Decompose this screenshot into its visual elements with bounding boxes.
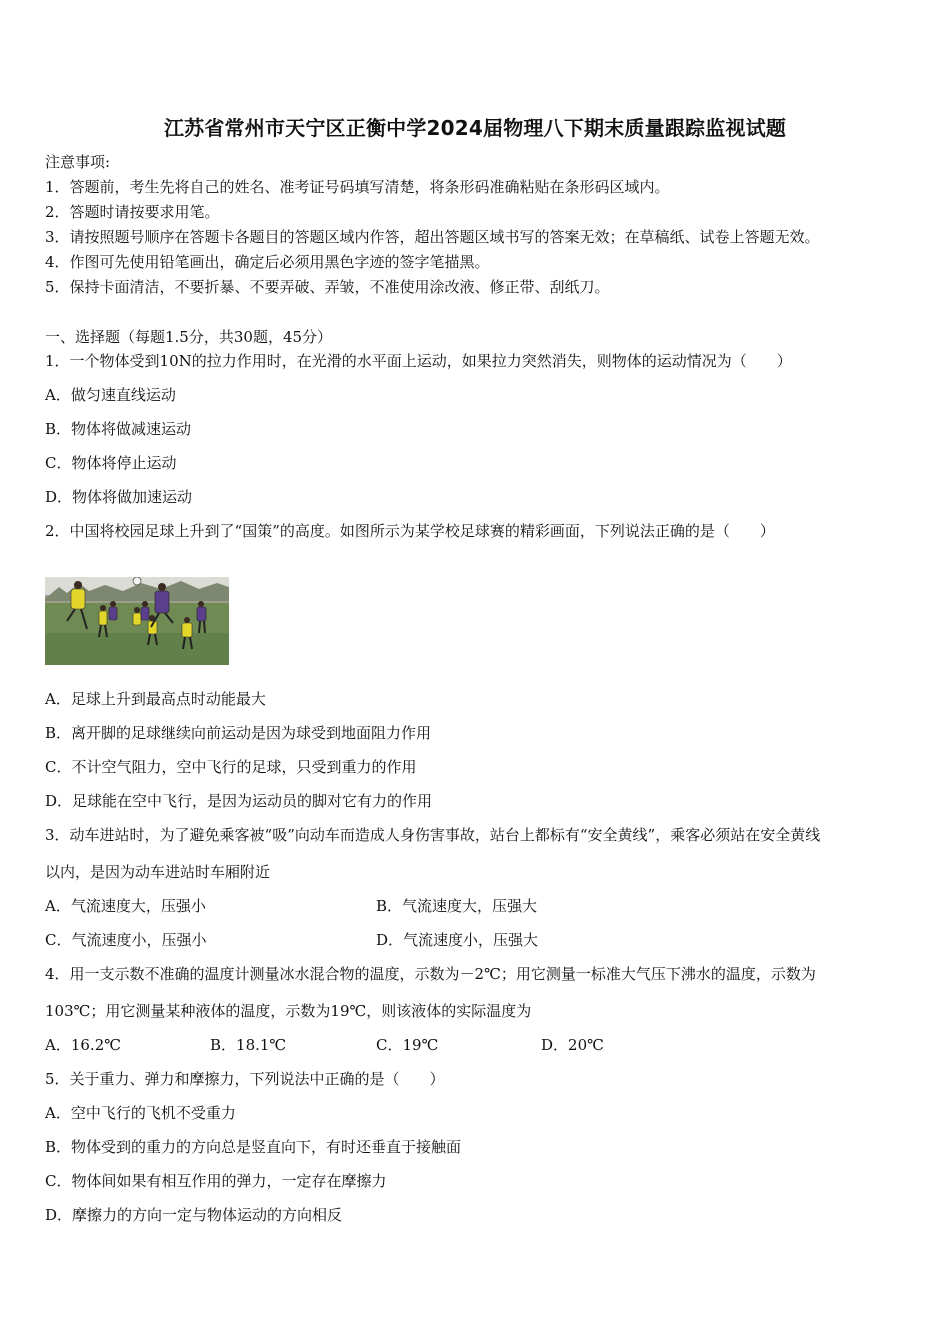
q3-stem-line-2: 以内，是因为动车进站时车厢附近 <box>45 863 271 881</box>
q1-option-b: B．物体将做减速运动 <box>45 420 192 438</box>
q3-option-b: B．气流速度大，压强大 <box>376 897 538 915</box>
q5-option-c: C．物体间如果有相互作用的弹力，一定存在摩擦力 <box>45 1172 387 1190</box>
q1-option-a: A．做匀速直线运动 <box>45 386 176 404</box>
notice-heading: 注意事项: <box>45 153 111 171</box>
q2-option-d: D．足球能在空中飞行，是因为运动员的脚对它有力的作用 <box>45 792 433 810</box>
q4-option-b: B．18.1℃ <box>210 1036 287 1054</box>
q2-option-c: C．不计空气阻力，空中飞行的足球，只受到重力的作用 <box>45 758 417 776</box>
exam-title: 江苏省常州市天宁区正衡中学2024届物理八下期末质量跟踪监视试题 <box>163 116 787 140</box>
q5-option-d: D．摩擦力的方向一定与物体运动的方向相反 <box>45 1206 343 1224</box>
q4-option-a: A．16.2℃ <box>45 1036 122 1054</box>
q1-option-c: C．物体将停止运动 <box>45 454 177 472</box>
q1-option-d: D．物体将做加速运动 <box>45 488 193 506</box>
q4-stem-line-1: 4．用一支示数不准确的温度计测量冰水混合物的温度，示数为－2℃；用它测量一标准大气压下沸水的温度，示数为 <box>45 965 816 983</box>
q2-stem: 2．中国将校园足球上升到了“国策”的高度。如图所示为某学校足球赛的精彩画面，下列说法正确的是（ ） <box>45 522 775 540</box>
q3-option-c: C．气流速度小，压强小 <box>45 931 207 949</box>
notice-item-4: 4．作图可先使用铅笔画出，确定后必须用黑色字迹的签字笔描黑。 <box>45 253 490 271</box>
notice-item-1: 1．答题前，考生先将自己的姓名、准考证号码填写清楚，将条形码准确粘贴在条形码区域内。 <box>45 178 670 196</box>
q1-stem: 1．一个物体受到10N的拉力作用时，在光滑的水平面上运动，如果拉力突然消失，则物体的运动情况为（ ） <box>45 352 792 370</box>
q5-stem: 5．关于重力、弹力和摩擦力，下列说法中正确的是（ ） <box>45 1070 445 1088</box>
q3-option-a: A．气流速度大，压强小 <box>45 897 206 915</box>
section-heading: 一、选择题（每题1.5分，共30题，45分） <box>45 328 333 346</box>
notice-item-3: 3．请按照题号顺序在答题卡各题目的答题区域内作答，超出答题区域书写的答案无效；在草稿纸、试卷上答题无效。 <box>45 228 820 246</box>
q5-option-b: B．物体受到的重力的方向总是竖直向下，有时还垂直于接触面 <box>45 1138 462 1156</box>
notice-item-2: 2．答题时请按要求用笔。 <box>45 203 220 221</box>
q3-stem-line-1: 3．动车进站时，为了避免乘客被“吸”向动车而造成人身伤害事故，站台上都标有“安全黄线”，乘客必须站在安全黄线 <box>45 826 821 844</box>
q3-option-d: D．气流速度小，压强大 <box>376 931 539 949</box>
q5-option-a: A．空中飞行的飞机不受重力 <box>45 1104 236 1122</box>
football-match-photo <box>45 577 229 665</box>
notice-item-5: 5．保持卡面清洁，不要折暴、不要弄破、弄皱，不准使用涂改液、修正带、刮纸刀。 <box>45 278 610 296</box>
q4-option-d: D．20℃ <box>541 1036 604 1054</box>
q2-option-a: A．足球上升到最高点时动能最大 <box>45 690 266 708</box>
q2-option-b: B．离开脚的足球继续向前运动是因为球受到地面阻力作用 <box>45 724 432 742</box>
q4-stem-line-2: 103℃；用它测量某种液体的温度，示数为19℃，则该液体的实际温度为 <box>45 1002 532 1020</box>
q4-option-c: C．19℃ <box>376 1036 439 1054</box>
